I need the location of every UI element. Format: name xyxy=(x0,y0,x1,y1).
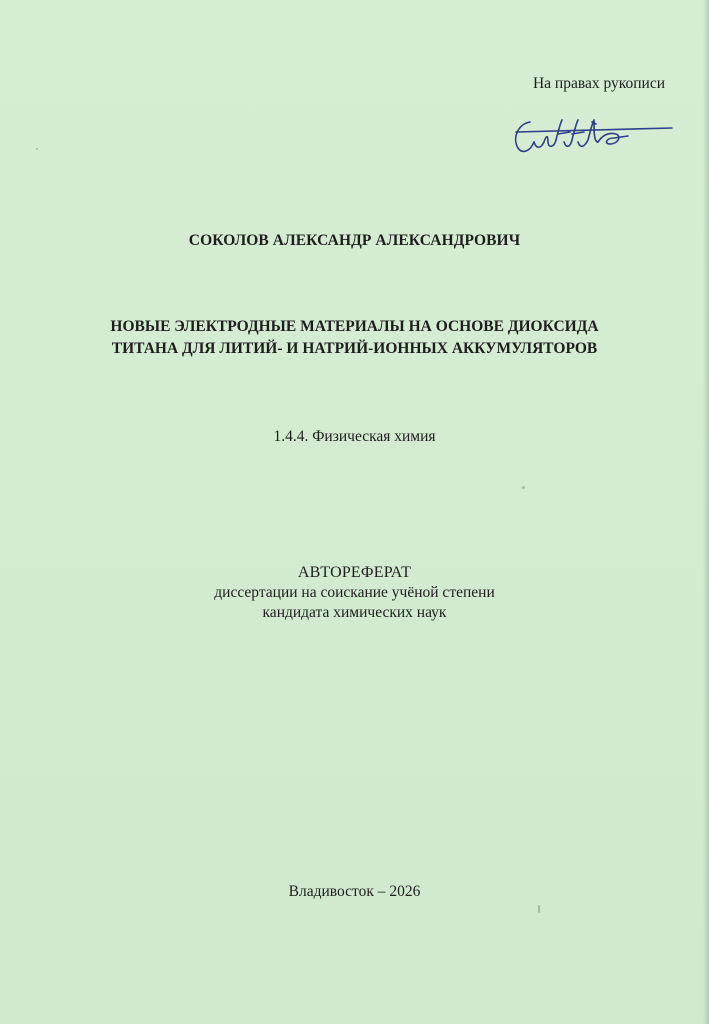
signature-icon xyxy=(508,112,678,162)
paper-speck xyxy=(538,905,540,913)
abstract-block xyxy=(0,563,709,623)
abstract-heading: АВТОРЕФЕРАТ xyxy=(297,564,412,581)
abstract-line-2: кандидата химических наук xyxy=(262,604,447,621)
page-edge-shadow xyxy=(703,0,709,1024)
rights-notice: На правах рукописи xyxy=(532,75,665,92)
place-year: Владивосток – 2026 xyxy=(288,883,421,900)
specialty-code: 1.4.4. Физическая химия xyxy=(273,428,436,445)
author-name: СОКОЛОВ АЛЕКСАНДР АЛЕКСАНДРОВИЧ xyxy=(188,232,521,249)
abstract-line-1: диссертации на соискание учёной степени xyxy=(214,584,495,601)
paper-speck xyxy=(522,486,525,489)
paper-speck xyxy=(36,148,38,150)
dissertation-title xyxy=(0,316,709,360)
title-line-2: ТИТАНА ДЛЯ ЛИТИЙ- И НАТРИЙ-ИОННЫХ АККУМУЛЯТОРОВ xyxy=(111,340,598,357)
title-line-1: НОВЫЕ ЭЛЕКТРОДНЫЕ МАТЕРИАЛЫ НА ОСНОВЕ ДИОКСИДА xyxy=(110,318,599,335)
